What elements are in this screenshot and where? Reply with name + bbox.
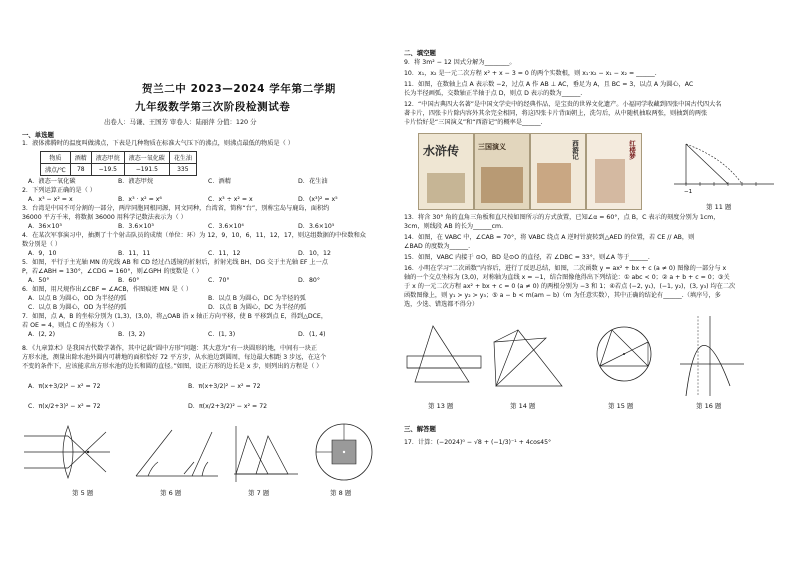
q16-line3: 于 x 的一元二次方程 ax² + bx + c = 0 (a ≠ 0) 的两根分别为 −3 和 1；④若点 (−2, y₁)，(−1, y₂)，(3, y₃) 均在二次 bbox=[404, 283, 736, 290]
q3-option-c: C．3.6×10⁴ bbox=[208, 223, 244, 230]
q8-circle-square-figure bbox=[312, 420, 376, 484]
q7-coordinate-figure bbox=[228, 424, 300, 484]
q7-line1: 7．如图，点 A，B 的坐标分别为 (1,3)，(3,0)，将△OAB 沿 x 轴正方向平移，使 B 平移到点 E，得到△DCE， bbox=[22, 313, 328, 320]
q2-stem: 2．下列运算正确的是（ ） bbox=[22, 187, 96, 194]
q6-option-c: C．以点 B 为圆心，OD 为半径的弧 bbox=[28, 304, 127, 311]
q6-line1: 6．如图，用尺规作出∠CBF = ∠ACB，作图痕迹 MN 是（ ） bbox=[22, 286, 193, 293]
q14-line1: 14．如图，在 VABC 中，∠CAB = 70°，将 VABC 绕点 A 逆时针旋转到△AED 的位置，若 CE // AB，则 bbox=[404, 234, 695, 241]
q16-line5: 选，少选、错选都不得分） bbox=[404, 301, 479, 308]
q1-row-label: 沸点/℃ bbox=[41, 164, 71, 176]
card-shuihu-illustration bbox=[427, 173, 465, 203]
q17: 17．计算：(−2024)⁰ − √8 + (−1/3)⁻¹ + 4cos45° bbox=[404, 439, 552, 446]
q3-option-d: D．3.6×10⁵ bbox=[298, 223, 335, 230]
exam-title: 九年级数学第三次阶段检测试卷 bbox=[135, 101, 291, 113]
q16-line4: 函数图像上，则 y₁ > y₂ > y₃；⑤ a − b < m(am − b)（m 为任意实数），其中正确的结论有______.（填序号，多 bbox=[404, 292, 721, 299]
q16-parabola-figure bbox=[676, 314, 746, 398]
q8-option-a: A．π(x+3/2)² − x² = 72 bbox=[28, 383, 101, 390]
q13-ruler-figure bbox=[405, 322, 485, 394]
q13-line1: 13．将含 30° 角的直角三角板和直尺按如图所示的方式放置，已知∠α = 60°，点 B，C 表示的刻度分别为 1cm， bbox=[404, 214, 720, 221]
q1-cell: −191.5 bbox=[124, 164, 169, 176]
q5-option-b: B．60° bbox=[118, 277, 140, 284]
q1-header: 液态甲烷 bbox=[91, 152, 124, 164]
q5-lens-figure bbox=[22, 422, 112, 482]
q8-line1: 8．《九章算术》是我国古代数学著作，其中记载“圆中方形”问题：其大意为“有一块圆形的地，中间有一块正 bbox=[22, 345, 318, 352]
q9: 9．将 3m² − 12 因式分解为________。 bbox=[404, 59, 516, 66]
q5-line2: P，若∠ABH = 130°，∠CDG = 160°，则∠GPH 的度数是（ ） bbox=[22, 268, 203, 275]
card-hongloumeng-title: 红楼梦 bbox=[628, 140, 636, 160]
q1-table bbox=[40, 151, 197, 176]
q12-line1: 12．“中国古典四大名著”是中国文学史中的经典作品，是宝贵的世界文化遗产。小福同学收藏到四张中国古代四大名 bbox=[404, 101, 722, 108]
card-hongloumeng-illustration bbox=[595, 159, 625, 203]
caption-q15: 第 15 题 bbox=[608, 402, 634, 410]
q15-circle-figure bbox=[592, 322, 656, 386]
q6-option-d: D．以点 B 为圆心，DC 为半径的弧 bbox=[208, 304, 307, 311]
q1-header: 花生油 bbox=[169, 152, 196, 164]
q7-option-d: D．(1, 4) bbox=[298, 331, 326, 338]
caption-q16: 第 16 题 bbox=[696, 402, 722, 410]
q11-line1: 11．如图，在数轴上点 A 表示数 −2，过点 A 作 AB ⊥ AC，垂足为 A，且 BC = 3，以点 A 为圆心，AC bbox=[404, 81, 694, 88]
school-title: 贺兰二中 2023—2024 学年第二学期 bbox=[142, 83, 336, 95]
q4-option-d: D．10，12 bbox=[298, 250, 331, 257]
q1-cell: −19.5 bbox=[91, 164, 124, 176]
q1-header: 物质 bbox=[41, 152, 71, 164]
q8-option-d: D．π(x/2+3/2)² − x² = 72 bbox=[188, 403, 268, 410]
q5-option-a: A．50° bbox=[28, 277, 50, 284]
caption-q13: 第 13 题 bbox=[428, 402, 454, 410]
q8-option-b: B．π(x+3/2)² − x² = 72 bbox=[188, 383, 261, 390]
q14-line2: ∠BAD 的度数为______. bbox=[404, 243, 471, 250]
section-fill: 二、填空题 bbox=[404, 49, 436, 57]
card-sanguo bbox=[474, 133, 530, 210]
card-xiyou-illustration bbox=[537, 163, 571, 203]
q3-line1: 3．台湾是中国不可分割的一部分，两岸同胞同根同源，同文同种，台湾省，简称“台”，别称宝岛与鹿岛，面积约 bbox=[22, 205, 330, 212]
q6-figure bbox=[132, 424, 222, 482]
q12-line3: 卡片恰好是“三国演义”和“西游记”的概率是______. bbox=[404, 119, 543, 126]
card-shuihu bbox=[418, 133, 474, 210]
card-hongloumeng bbox=[586, 133, 642, 210]
q4-option-a: A．9，10 bbox=[28, 250, 57, 257]
exam-meta: 出卷人：马谦、王国芳 审卷人：陆丽萍 分值：120 分 bbox=[104, 118, 257, 126]
q8-line2: 方形水池，测量出除水池外圆内可耕地的面积恰好 72 平方步，从水池边到圆周，每边最大相距 3 步远，在这个 bbox=[22, 354, 327, 361]
q5-line1: 5．如图，平行于主光轴 MN 的光线 AB 和 CD 经过凸透镜的折射后，折射光线 BH、DG 交于主光轴 EF 上一点 bbox=[22, 259, 328, 266]
section-single: 一、单选题 bbox=[22, 131, 54, 139]
q7-option-b: B．(3, 2) bbox=[118, 331, 146, 338]
q1-cell: 335 bbox=[169, 164, 196, 176]
q2-option-d: D．(x³)² = x⁵ bbox=[298, 196, 338, 203]
q1-stem: 1．液体沸腾时的温度叫做沸点，下表是几种物质在标准大气压下的沸点，则沸点最低的物质是（ ） bbox=[22, 140, 294, 147]
q3-option-b: B．3.6×10³ bbox=[118, 223, 154, 230]
q1-cell: 78 bbox=[70, 164, 91, 176]
q3-option-a: A．36×10³ bbox=[28, 223, 62, 230]
q16-line2: 轴的一个交点坐标为 (3,0)，对称轴为直线 x = −1，结合图像他得出下列结论：① abc < 0；② a + b + c = 0；③关 bbox=[404, 274, 730, 281]
tick-label: −1 bbox=[684, 189, 693, 195]
q11-line2: 长为半径画弧，交数轴正半轴于点 D，则点 D 表示的数为______. bbox=[404, 90, 583, 97]
q16-line1: 16．小明在学习“二次函数”内容后，进行了反思总结，如图，二次函数 y = ax² + bx + c (a ≠ 0) 图像的一部分与 x bbox=[404, 265, 727, 272]
section-answer: 三、解答题 bbox=[404, 425, 436, 433]
q14-rotation-figure bbox=[488, 324, 568, 394]
card-xiyou-title: 西游记 bbox=[571, 140, 579, 160]
caption-q7: 第 7 题 bbox=[248, 489, 270, 497]
q1-option-c: C．酒精 bbox=[208, 178, 231, 185]
q7-line2: 若 OE = 4，则点 C 的坐标为（ ） bbox=[22, 322, 118, 329]
q1-header: 液态一氧化碳 bbox=[124, 152, 169, 164]
q4-option-b: B．11，11 bbox=[118, 250, 151, 257]
caption-q5: 第 5 题 bbox=[72, 489, 94, 497]
q10: 10．x₁，x₂ 是一元二次方程 x² + x − 3 = 0 的两个实数根，则 x₁·x₂ − x₁ − x₂ = ______. bbox=[404, 70, 657, 77]
caption-q6: 第 6 题 bbox=[160, 489, 182, 497]
q5-option-c: C．70° bbox=[208, 277, 230, 284]
q1-option-b: B．液态甲烷 bbox=[118, 178, 154, 185]
caption-q11: 第 11 题 bbox=[706, 203, 732, 211]
card-shuihu-title: 水浒传 bbox=[423, 144, 460, 158]
q4-line1: 4．在某次军事演习中，抽测了十个射击队员的成绩（单位：环）为 12，9，10，6，11，12，17，则这组数据的中位数和众 bbox=[22, 232, 366, 239]
caption-q8: 第 8 题 bbox=[330, 489, 352, 497]
q7-option-a: A．(2, 2) bbox=[28, 331, 56, 338]
q5-option-d: D．80° bbox=[298, 277, 320, 284]
q1-header: 酒精 bbox=[70, 152, 91, 164]
q8-line3: 不变的条件下，应该能求出方形水池的边长和圆的直径。”如图，设正方形的边长是 x 步，则列出的方程是（ ） bbox=[22, 363, 323, 370]
q12-line2: 著卡片，四张卡片除内容外其余完全相同，将这四张卡片背面朝上，洗匀后，从中随机抽取两张，则抽到的两张 bbox=[404, 110, 708, 117]
q15: 15．如图，VABC 内接于 ⊙O，BD 是⊙O 的直径，若 ∠DBC = 33°，则∠A 等于______. bbox=[404, 254, 650, 261]
q11-numberline-figure bbox=[672, 140, 776, 196]
card-xiyou bbox=[530, 133, 586, 210]
q4-line2: 数分别是（ ） bbox=[22, 241, 62, 248]
card-sanguo-title: 三国演义 bbox=[478, 142, 506, 151]
caption-q14: 第 14 题 bbox=[510, 402, 536, 410]
q7-option-c: C．(1, 3) bbox=[208, 331, 236, 338]
card-sanguo-illustration bbox=[481, 167, 523, 203]
q2-option-a: A．x³ − x² = x bbox=[28, 196, 73, 203]
q1-option-a: A．液态一氧化碳 bbox=[28, 178, 76, 185]
q8-option-c: C．π(x/2+3)² − x² = 72 bbox=[28, 403, 101, 410]
q6-option-b: B．以点 B 为圆心，DC 为半径的弧 bbox=[208, 295, 306, 302]
q6-option-a: A．以点 B 为圆心，OD 为半径的弧 bbox=[28, 295, 127, 302]
q13-line2: 3cm，则线段 AB 的长为______cm. bbox=[404, 223, 504, 230]
q1-option-d: D．花生油 bbox=[298, 178, 328, 185]
q4-option-c: C．11，12 bbox=[208, 250, 241, 257]
q2-option-c: C．x³ ÷ x² = x bbox=[208, 196, 253, 203]
q2-option-b: B．x³ · x² = x⁶ bbox=[118, 196, 162, 203]
q3-line2: 36000 平方千米，将数据 36000 用科学记数法表示为（ ） bbox=[22, 214, 187, 221]
